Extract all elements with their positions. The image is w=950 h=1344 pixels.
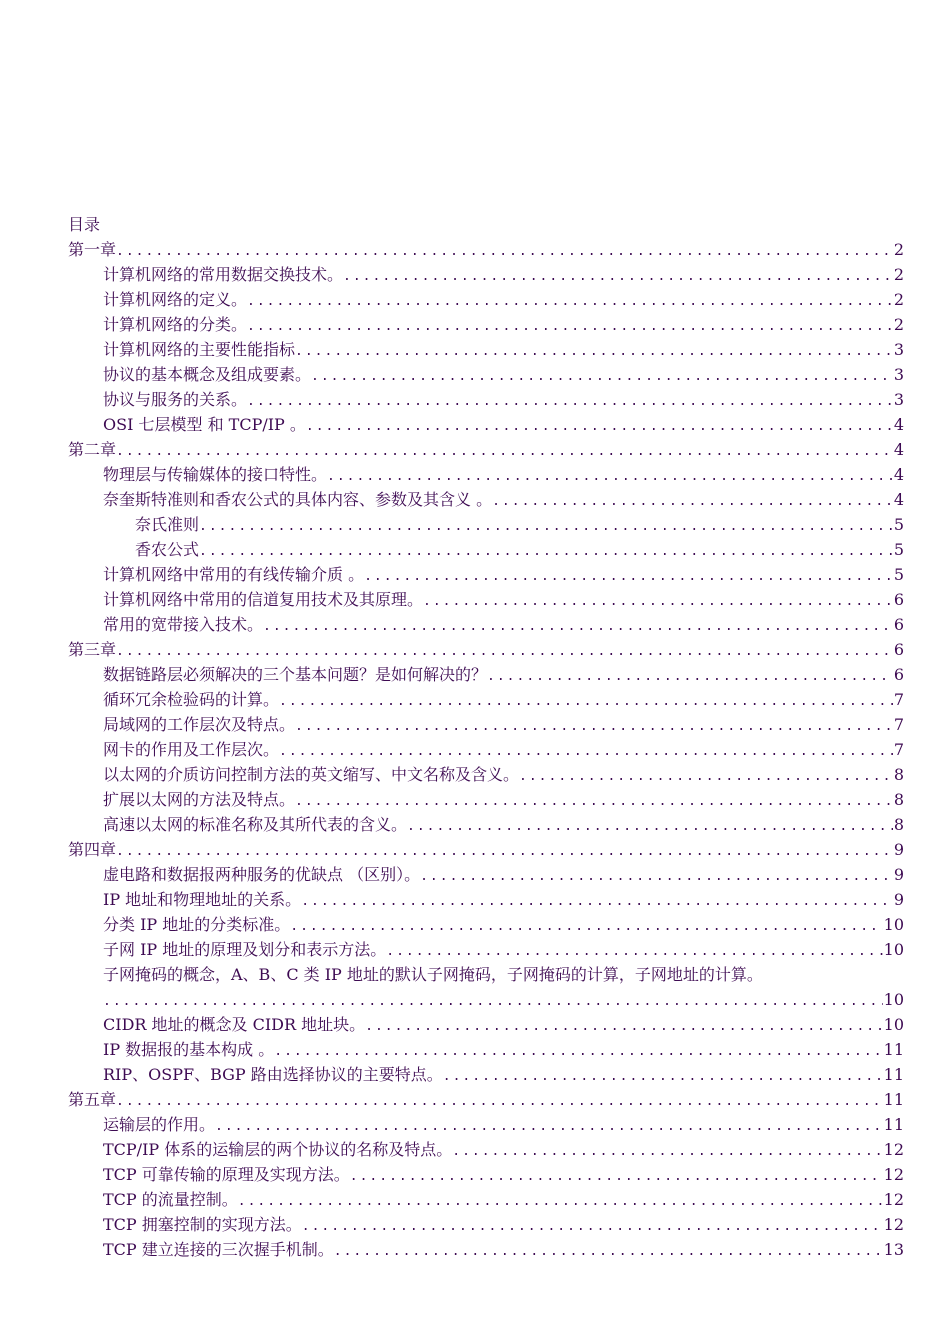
toc-page-number: 7 [893,690,904,709]
toc-entry-text: 扩展以太网的方法及特点。 [103,790,296,809]
toc-entry[interactable] [68,1037,904,1062]
toc-page-number: 6 [893,615,904,634]
toc-entry-text: 运输层的作用。 [103,1115,216,1134]
toc-title: 目录 [68,215,101,234]
toc-entry[interactable] [68,687,904,712]
toc-entry[interactable] [68,862,904,887]
toc-page-number: 4 [893,490,904,509]
dot-leader [274,1039,882,1064]
toc-entry[interactable] [68,1187,904,1212]
toc-entry-text: 第五章 [68,1090,117,1109]
toc-entry-text: TCP 的流量控制。 [103,1190,238,1209]
toc-chapter-entry[interactable] [68,1087,904,1112]
toc-page-number: 10 [883,915,904,934]
dot-leader [116,239,893,264]
toc-entry[interactable] [68,537,904,562]
toc-entry[interactable] [68,287,904,312]
toc-entry[interactable] [68,462,904,487]
toc-page-number: 9 [893,840,904,859]
toc-page-number: 2 [893,265,904,284]
toc-entry-text: 计算机网络的主要性能指标 [103,340,296,359]
toc-entry-text: 香农公式 [135,540,200,559]
dot-leader [116,439,893,464]
dot-leader [116,839,893,864]
toc-chapter-entry[interactable] [68,837,904,862]
toc-entry-text: CIDR 地址的概念及 CIDR 地址块。 [103,1015,366,1034]
toc-entry-text: 网卡的作用及工作层次。 [103,740,280,759]
toc-entry[interactable] [68,812,904,837]
toc-page-number: 3 [893,340,904,359]
toc-entry[interactable] [68,1137,904,1162]
toc-entry-text: 局域网的工作层次及特点。 [103,715,296,734]
toc-entry[interactable] [68,912,904,937]
toc-entry[interactable] [68,712,904,737]
toc-entry[interactable] [68,612,904,637]
toc-entry-text: 计算机网络的常用数据交换技术。 [103,265,344,284]
dot-leader [279,739,893,764]
dot-leader [295,714,893,739]
dot-leader [519,764,893,789]
dot-leader [199,539,893,564]
toc-page-number: 2 [893,290,904,309]
toc-page-number: 8 [893,790,904,809]
toc-entry[interactable] [68,512,904,537]
toc-page-number: 10 [883,940,904,959]
toc-page-number: 2 [893,240,904,259]
toc-page-number: 6 [893,665,904,684]
dot-leader [301,889,893,914]
dot-leader [247,389,893,414]
toc-entry-text: RIP、OSPF、BGP 路由选择协议的主要特点。 [103,1065,443,1084]
toc-entry-text: 循环冗余检验码的计算。 [103,690,280,709]
toc-page-number: 12 [883,1165,904,1184]
toc-entry-text: IP 数据报的基本构成 。 [103,1040,275,1059]
toc-entry[interactable] [68,387,904,412]
toc-entry-text: 常用的宽带接入技术。 [103,615,264,634]
dot-leader [487,664,893,689]
dot-leader [306,414,893,439]
toc-entry[interactable] [68,337,904,362]
toc-entry-text: OSI 七层模型 和 TCP/IP 。 [103,415,306,434]
dot-leader [423,589,893,614]
toc-page-number: 11 [883,1115,904,1134]
toc-list [68,237,904,1262]
toc-entry-text: 计算机网络中常用的有线传输介质 。 [103,565,365,584]
toc-entry-text: 分类 IP 地址的分类标准。 [103,915,291,934]
toc-entry-text: 第一章 [68,240,117,259]
toc-page-number: 6 [893,590,904,609]
toc-entry-text: 协议与服务的关系。 [103,390,248,409]
toc-entry-text: 第二章 [68,440,117,459]
dot-leader [295,789,893,814]
toc-page-number: 12 [883,1140,904,1159]
toc-page-number: 13 [883,1240,904,1259]
toc-entry-text: 协议的基本概念及组成要素。 [103,365,312,384]
toc-page-number: 5 [893,565,904,584]
toc-chapter-entry[interactable] [68,437,904,462]
dot-leader [247,314,893,339]
dot-leader [343,264,893,289]
toc-entry[interactable] [68,987,904,1012]
toc-page-number: 2 [893,315,904,334]
dot-leader [311,364,893,389]
toc-entry[interactable] [68,1237,904,1262]
toc-entry[interactable] [68,787,904,812]
toc-entry-text: IP 地址和物理地址的关系。 [103,890,302,909]
toc-entry-text: 子网 IP 地址的原理及划分和表示方法。 [103,940,387,959]
toc-page-number: 8 [893,815,904,834]
dot-leader [295,339,893,364]
toc-entry[interactable] [68,1212,904,1237]
dot-leader [263,614,893,639]
toc-page-number: 7 [893,740,904,759]
toc-entry[interactable] [68,312,904,337]
toc-page-number: 8 [893,765,904,784]
toc-page-number: 6 [893,640,904,659]
toc-entry-text: TCP 可靠传输的原理及实现方法。 [103,1165,350,1184]
toc-entry-text: 奈氏准则 [135,515,200,534]
dot-leader [492,489,893,514]
toc-entry[interactable] [68,937,904,962]
toc-entry[interactable] [68,487,904,512]
toc-page-number: 3 [893,390,904,409]
toc-entry-text: 奈奎斯特准则和香农公式的具体内容、参数及其含义 。 [103,490,493,509]
toc-entry-text: 计算机网络中常用的信道复用技术及其原理。 [103,590,424,609]
table-of-contents [68,212,904,1262]
toc-entry[interactable] [68,1112,904,1137]
dot-leader [420,864,893,889]
dot-leader [407,814,893,839]
toc-page-number: 9 [893,890,904,909]
toc-entry-text: 第三章 [68,640,117,659]
toc-entry[interactable] [68,587,904,612]
dot-leader [247,289,893,314]
toc-entry-text: 计算机网络的定义。 [103,290,248,309]
dot-leader [334,1239,883,1264]
toc-entry[interactable] [68,562,904,587]
toc-entry-text: 物理层与传输媒体的接口特性。 [103,465,328,484]
toc-entry[interactable] [68,662,904,687]
toc-page-number: 9 [893,865,904,884]
toc-page-number: 3 [893,365,904,384]
dot-leader [279,689,893,714]
toc-entry[interactable] [68,1012,904,1037]
dot-leader [238,1189,883,1214]
toc-page-number: 10 [883,990,904,1009]
toc-entry-text: 虚电路和数据报两种服务的优缺点 （区别）。 [103,865,421,884]
toc-entry-text: 计算机网络的分类。 [103,315,248,334]
toc-entry[interactable] [68,887,904,912]
dot-leader [290,914,882,939]
toc-page-number: 11 [883,1040,904,1059]
toc-page-number: 4 [893,415,904,434]
toc-entry[interactable] [68,1162,904,1187]
toc-chapter-entry[interactable] [68,237,904,262]
toc-page-number: 11 [883,1090,904,1109]
toc-entry-text: 以太网的介质访问控制方法的英文缩写、中文名称及含义。 [103,765,520,784]
dot-leader [103,989,883,1014]
toc-page-number: 5 [893,515,904,534]
toc-page-number: 5 [893,540,904,559]
toc-page-number: 12 [883,1215,904,1234]
toc-entry-text-line[interactable]: 子网掩码的概念，A、B、C 类 IP 地址的默认子网掩码，子网掩码的计算，子网地址的计算。 [103,965,763,984]
dot-leader [443,1064,883,1089]
toc-entry[interactable] [68,262,904,287]
dot-leader [386,939,882,964]
dot-leader [452,1139,882,1164]
dot-leader [302,1214,883,1239]
toc-page-number: 12 [883,1190,904,1209]
toc-page-number: 7 [893,715,904,734]
dot-leader [199,514,893,539]
dot-leader [327,464,893,489]
dot-leader [365,1014,883,1039]
dot-leader [364,564,893,589]
toc-page-number: 10 [883,1015,904,1034]
toc-entry-text: 高速以太网的标准名称及其所代表的含义。 [103,815,408,834]
dot-leader [215,1114,883,1139]
toc-entry[interactable] [68,412,904,437]
toc-page-number: 4 [893,465,904,484]
toc-entry[interactable] [68,1062,904,1087]
dot-leader [116,639,893,664]
toc-entry[interactable] [68,362,904,387]
toc-page-number: 4 [893,440,904,459]
toc-chapter-entry[interactable] [68,637,904,662]
toc-entry-text: 第四章 [68,840,117,859]
toc-page-number: 11 [883,1065,904,1084]
toc-entry-text: TCP/IP 体系的运输层的两个协议的名称及特点。 [103,1140,453,1159]
toc-entry[interactable] [68,737,904,762]
toc-entry-text: TCP 建立连接的三次握手机制。 [103,1240,334,1259]
dot-leader [116,1089,883,1114]
toc-entry-text: 数据链路层必须解决的三个基本问题？是如何解决的？ [103,665,488,684]
toc-entry-text: TCP 拥塞控制的实现方法。 [103,1215,302,1234]
dot-leader [350,1164,883,1189]
toc-entry[interactable] [68,762,904,787]
